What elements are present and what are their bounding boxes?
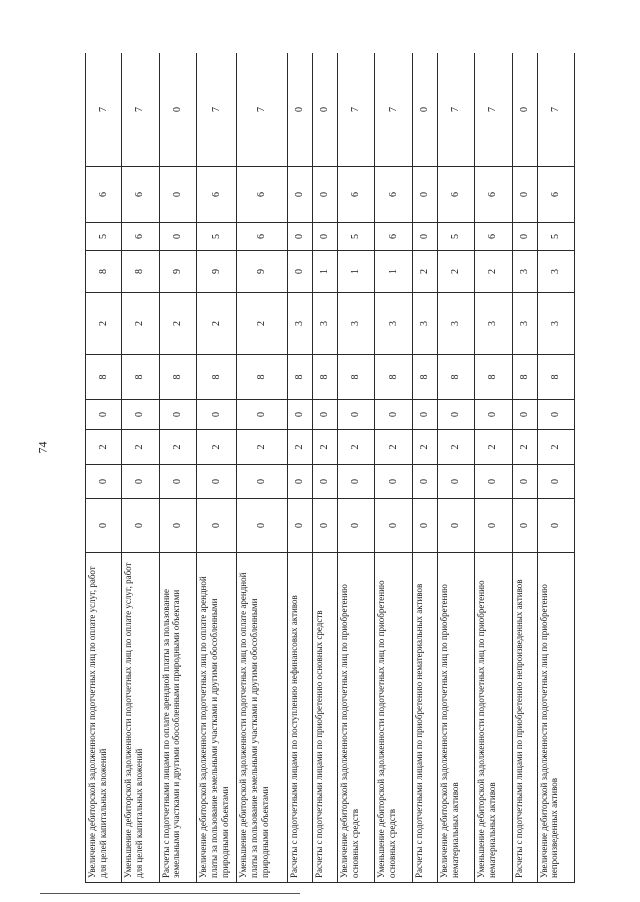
code-digit-cell: 0: [512, 167, 537, 223]
code-digit-cell: 0: [537, 400, 574, 430]
accounts-table-rotated: [85, 53, 575, 883]
table-row: [122, 53, 159, 883]
code-digit-cell: 0: [512, 223, 537, 251]
code-digit-cell: 0: [412, 400, 437, 430]
code-digit-cell: 5: [197, 223, 237, 251]
table-row: [537, 53, 574, 883]
code-digit-cell: 0: [437, 465, 474, 499]
code-digit-cell: 0: [338, 465, 375, 499]
code-digit-cell: 2: [122, 430, 159, 465]
code-digit-cell: 6: [237, 223, 288, 251]
code-digit-cell: 8: [338, 355, 375, 400]
code-digit-cell: 7: [122, 53, 159, 167]
table-row: [475, 53, 512, 883]
code-digit-cell: 3: [512, 251, 537, 293]
row-description: Уменьшение дебиторской задолженности подотчетных лиц по приобретению нематериальных активов: [475, 553, 512, 883]
code-digit-cell: 0: [512, 53, 537, 167]
code-digit-cell: 6: [375, 223, 412, 251]
code-digit-cell: 2: [86, 430, 122, 465]
page-number: 74: [35, 441, 50, 454]
row-description: Увеличение дебиторской задолженности подотчетных лиц по оплате арендной платы за пользование земельными участками и другими обособленными природными объектами: [197, 553, 237, 883]
code-digit-cell: 6: [122, 167, 159, 223]
table-row: [197, 53, 237, 883]
code-digit-cell: 2: [475, 430, 512, 465]
row-description: Увеличение дебиторской задолженности подотчетных лиц по приобретению нематериальных активов: [437, 553, 474, 883]
code-digit-cell: 7: [375, 53, 412, 167]
table-row: [288, 53, 313, 883]
code-digit-cell: 8: [159, 355, 196, 400]
code-digit-cell: 0: [437, 499, 474, 553]
code-digit-cell: 0: [237, 400, 288, 430]
code-digit-cell: 0: [412, 499, 437, 553]
code-digit-cell: 7: [437, 53, 474, 167]
code-digit-cell: 0: [288, 223, 313, 251]
table-row: [338, 53, 375, 883]
code-digit-cell: 3: [537, 293, 574, 355]
code-digit-cell: 2: [237, 293, 288, 355]
code-digit-cell: 2: [122, 293, 159, 355]
code-digit-cell: 8: [313, 355, 338, 400]
code-digit-cell: 0: [159, 167, 196, 223]
code-digit-cell: 0: [475, 465, 512, 499]
code-digit-cell: 0: [313, 53, 338, 167]
row-description: Расчеты с подотчетными лицами по оплате арендной платы за пользование земельными участками и другими обособленными природными объектами: [159, 553, 196, 883]
code-digit-cell: 2: [412, 430, 437, 465]
code-digit-cell: 8: [437, 355, 474, 400]
code-digit-cell: 6: [122, 223, 159, 251]
code-digit-cell: 8: [288, 355, 313, 400]
accounts-table-frame: [85, 53, 575, 883]
table-row: [313, 53, 338, 883]
code-digit-cell: 0: [338, 400, 375, 430]
code-digit-cell: 6: [197, 167, 237, 223]
code-digit-cell: 8: [512, 355, 537, 400]
code-digit-cell: 0: [288, 400, 313, 430]
code-digit-cell: 1: [313, 251, 338, 293]
code-digit-cell: 5: [537, 223, 574, 251]
code-digit-cell: 3: [412, 293, 437, 355]
code-digit-cell: 0: [375, 499, 412, 553]
code-digit-cell: 6: [375, 167, 412, 223]
row-description: Уменьшение дебиторской задолженности подотчетных лиц по оплате услуг, работ для целей капитальных вложений: [122, 553, 159, 883]
table-row: [437, 53, 474, 883]
code-digit-cell: 0: [313, 465, 338, 499]
code-digit-cell: 2: [197, 430, 237, 465]
code-digit-cell: 2: [338, 430, 375, 465]
code-digit-cell: 8: [197, 355, 237, 400]
code-digit-cell: 0: [122, 499, 159, 553]
code-digit-cell: 2: [288, 430, 313, 465]
code-digit-cell: 2: [159, 430, 196, 465]
code-digit-cell: 0: [86, 465, 122, 499]
code-digit-cell: 2: [512, 430, 537, 465]
code-digit-cell: 0: [159, 223, 196, 251]
code-digit-cell: 2: [537, 430, 574, 465]
table-row: [512, 53, 537, 883]
code-digit-cell: 0: [288, 251, 313, 293]
code-digit-cell: 1: [375, 251, 412, 293]
code-digit-cell: 0: [159, 400, 196, 430]
code-digit-cell: 0: [237, 465, 288, 499]
code-digit-cell: 0: [475, 400, 512, 430]
code-digit-cell: 0: [159, 499, 196, 553]
code-digit-cell: 8: [375, 355, 412, 400]
code-digit-cell: 3: [475, 293, 512, 355]
row-description: Увеличение дебиторской задолженности подотчетных лиц по приобретению непроизведенных активов: [537, 553, 574, 883]
code-digit-cell: 0: [313, 400, 338, 430]
code-digit-cell: 6: [475, 223, 512, 251]
code-digit-cell: 0: [86, 400, 122, 430]
code-digit-cell: 6: [475, 167, 512, 223]
code-digit-cell: 3: [512, 293, 537, 355]
code-digit-cell: 2: [437, 251, 474, 293]
code-digit-cell: 8: [86, 355, 122, 400]
code-digit-cell: 0: [313, 167, 338, 223]
code-digit-cell: 8: [237, 355, 288, 400]
row-description: Расчеты с подотчетными лицами по поступлению нефинансовых активов: [288, 553, 313, 883]
code-digit-cell: 7: [338, 53, 375, 167]
code-digit-cell: 9: [237, 251, 288, 293]
row-description: Увеличение дебиторской задолженности подотчетных лиц по оплате услуг, работ для целей капитальных вложений: [86, 553, 122, 883]
code-digit-cell: 0: [475, 499, 512, 553]
code-digit-cell: 3: [537, 251, 574, 293]
code-digit-cell: 9: [159, 251, 196, 293]
code-digit-cell: 8: [475, 355, 512, 400]
code-digit-cell: 0: [437, 400, 474, 430]
code-digit-cell: 7: [197, 53, 237, 167]
table-row: [237, 53, 288, 883]
table-row: [412, 53, 437, 883]
code-digit-cell: 0: [412, 53, 437, 167]
code-digit-cell: 6: [86, 167, 122, 223]
table-row: [375, 53, 412, 883]
code-digit-cell: 5: [437, 223, 474, 251]
row-description: Увеличение дебиторской задолженности подотчетных лиц по приобретению основных средств: [338, 553, 375, 883]
code-digit-cell: 3: [375, 293, 412, 355]
code-digit-cell: 0: [313, 223, 338, 251]
code-digit-cell: 8: [412, 355, 437, 400]
code-digit-cell: 0: [288, 53, 313, 167]
code-digit-cell: 0: [313, 499, 338, 553]
code-digit-cell: 0: [512, 465, 537, 499]
code-digit-cell: 0: [338, 499, 375, 553]
table-row: [86, 53, 122, 883]
code-digit-cell: 8: [122, 355, 159, 400]
code-digit-cell: 8: [122, 251, 159, 293]
code-digit-cell: 6: [237, 167, 288, 223]
code-digit-cell: 0: [412, 465, 437, 499]
code-digit-cell: 2: [237, 430, 288, 465]
code-digit-cell: 6: [338, 167, 375, 223]
code-digit-cell: 0: [537, 465, 574, 499]
code-digit-cell: 0: [159, 53, 196, 167]
code-digit-cell: 3: [437, 293, 474, 355]
row-description: Расчеты с подотчетными лицами по приобретению основных средств: [313, 553, 338, 883]
code-digit-cell: 0: [288, 465, 313, 499]
code-digit-cell: 5: [86, 223, 122, 251]
code-digit-cell: 8: [537, 355, 574, 400]
code-digit-cell: 2: [313, 430, 338, 465]
code-digit-cell: 1: [338, 251, 375, 293]
code-digit-cell: 0: [122, 465, 159, 499]
code-digit-cell: 0: [197, 499, 237, 553]
code-digit-cell: 0: [86, 499, 122, 553]
code-digit-cell: 9: [197, 251, 237, 293]
row-description: Расчеты с подотчетными лицами по приобретению непроизведенных активов: [512, 553, 537, 883]
code-digit-cell: 2: [475, 251, 512, 293]
code-digit-cell: 0: [412, 167, 437, 223]
code-digit-cell: 0: [375, 465, 412, 499]
row-description: Расчеты с подотчетными лицами по приобретению нематериальных активов: [412, 553, 437, 883]
code-digit-cell: 3: [313, 293, 338, 355]
code-digit-cell: 0: [512, 400, 537, 430]
code-digit-cell: 6: [537, 167, 574, 223]
code-digit-cell: 0: [122, 400, 159, 430]
row-description: Уменьшение дебиторской задолженности подотчетных лиц по оплате арендной платы за пользование земельными участками и другими обособленными природными объектами: [237, 553, 288, 883]
code-digit-cell: 0: [159, 465, 196, 499]
code-digit-cell: 6: [437, 167, 474, 223]
code-digit-cell: 0: [512, 499, 537, 553]
code-digit-cell: 2: [159, 293, 196, 355]
code-digit-cell: 3: [288, 293, 313, 355]
code-digit-cell: 0: [288, 499, 313, 553]
table-row: [159, 53, 196, 883]
code-digit-cell: 0: [288, 167, 313, 223]
code-digit-cell: 7: [537, 53, 574, 167]
code-digit-cell: 7: [475, 53, 512, 167]
code-digit-cell: 0: [197, 465, 237, 499]
code-digit-cell: 2: [375, 430, 412, 465]
code-digit-cell: 2: [86, 293, 122, 355]
code-digit-cell: 7: [237, 53, 288, 167]
code-digit-cell: 8: [86, 251, 122, 293]
code-digit-cell: 2: [412, 251, 437, 293]
code-digit-cell: 7: [86, 53, 122, 167]
code-digit-cell: 0: [197, 400, 237, 430]
code-digit-cell: 0: [375, 400, 412, 430]
code-digit-cell: 2: [437, 430, 474, 465]
code-digit-cell: 2: [197, 293, 237, 355]
accounts-table: [85, 53, 575, 883]
footnote-line: [40, 893, 300, 894]
row-description: Уменьшение дебиторской задолженности подотчетных лиц по приобретению основных средств: [375, 553, 412, 883]
code-digit-cell: 5: [338, 223, 375, 251]
code-digit-cell: 0: [412, 223, 437, 251]
code-digit-cell: 0: [537, 499, 574, 553]
code-digit-cell: 0: [237, 499, 288, 553]
code-digit-cell: 3: [338, 293, 375, 355]
